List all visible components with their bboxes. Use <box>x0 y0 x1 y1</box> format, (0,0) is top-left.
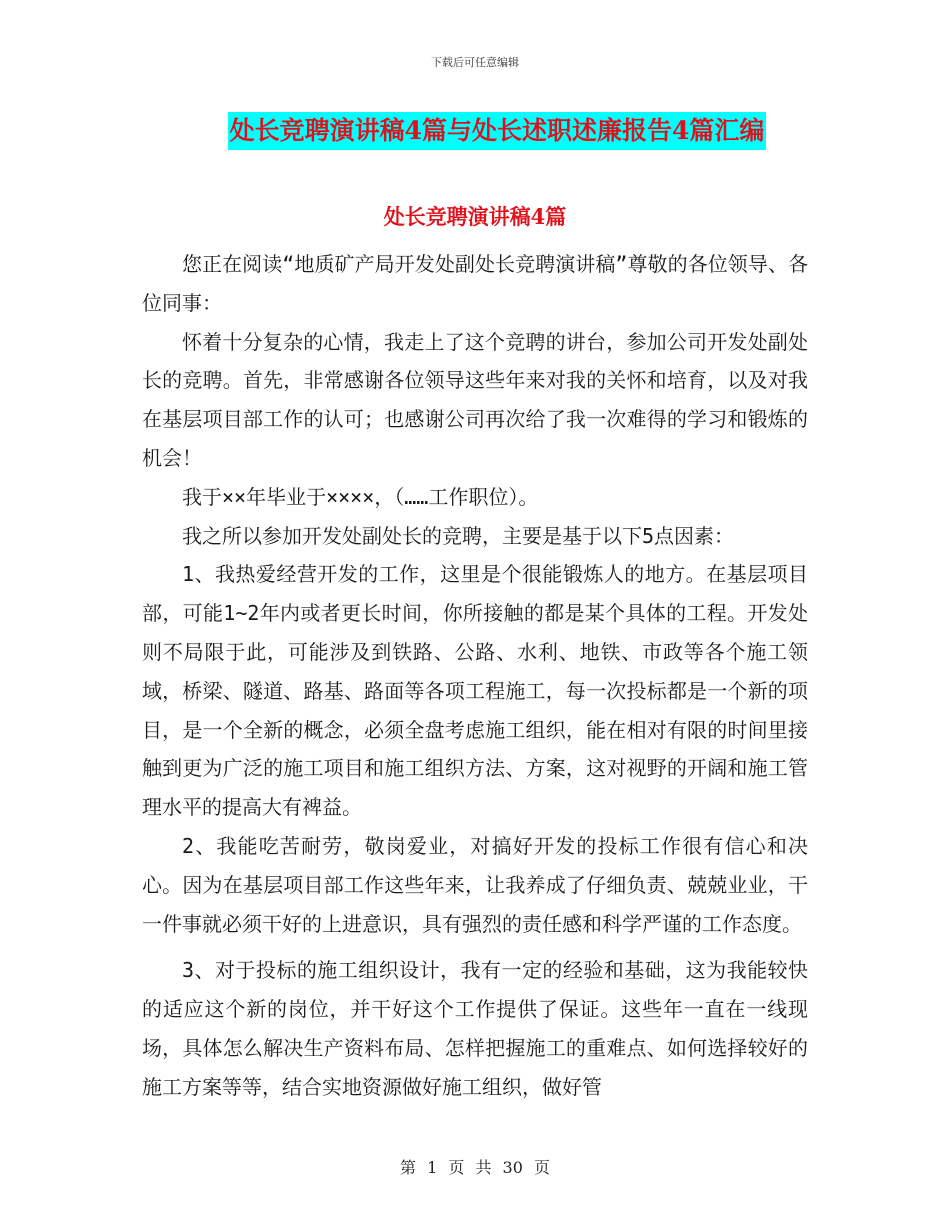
paragraph-background: 我于××年毕业于××××，（……工作职位）。 <box>182 484 539 509</box>
paragraph-reason-1: 1、我热爱经营开发的工作，这里是个很能锻炼人的地方。在基层项目部，可能1~2年内或者更长时间，你所接触的都是某个具体的工程。开发处则不局限于此，可能涉及到铁路、公路、水利、地铁、市政等各个施工领域，桥梁、隧道、路基、路面等各项工程施工，每一次投标都是一个新的项目，是一个全新的概念，必须全盘考虑施工组织，能在相对有限的时间里接触到更为广泛的施工项目和施工组织方法、方案，这对视野的开阔和施工管理水平的提高大有裨益。 <box>142 562 808 820</box>
section-title: 处长竞聘演讲稿4篇 <box>383 204 567 229</box>
paragraph-intro: 您正在阅读“地质矿产局开发处副处长竞聘演讲稿”尊敬的各位领导、各位同事： <box>142 252 808 315</box>
paragraph-reason-2: 2、我能吃苦耐劳，敬岗爱业，对搞好开发的投标工作很有信心和决心。因为在基层项目部工作这些年来，让我养成了仔细负责、兢兢业业，干一件事就必须干好的上进意识，具有强烈的责任感和科学严谨的工作态度。 <box>142 833 808 936</box>
paragraph-reason-3: 3、对于投标的施工组织设计，我有一定的经验和基础，这为我能较快的适应这个新的岗位，并干好这个工作提供了保证。这些年一直在一线现场，具体怎么解决生产资料布局、怎样把握施工的重难点、如何选择较好的施工方案等等，结合实地资源做好施工组织，做好管 <box>142 958 808 1099</box>
page-footer: 第 1 页 共 30 页 <box>400 1158 550 1177</box>
header-note: 下载后可任意编辑 <box>431 56 519 69</box>
body-text <box>142 245 808 1107</box>
paragraph-reasons-intro: 我之所以参加开发处副处长的竞聘，主要是基于以下5点因素： <box>182 523 735 548</box>
paragraph-opening: 怀着十分复杂的心情，我走上了这个竞聘的讲台，参加公司开发处副处长的竞聘。首先，非常感谢各位领导这些年来对我的关怀和培育，以及对我在基层项目部工作的认可；也感谢公司再次给了我一次难得的学习和锻炼的机会！ <box>142 329 808 470</box>
main-title-wrap <box>0 112 950 150</box>
main-title: 处长竞聘演讲稿4篇与处长述职述廉报告4篇汇编 <box>228 112 767 150</box>
